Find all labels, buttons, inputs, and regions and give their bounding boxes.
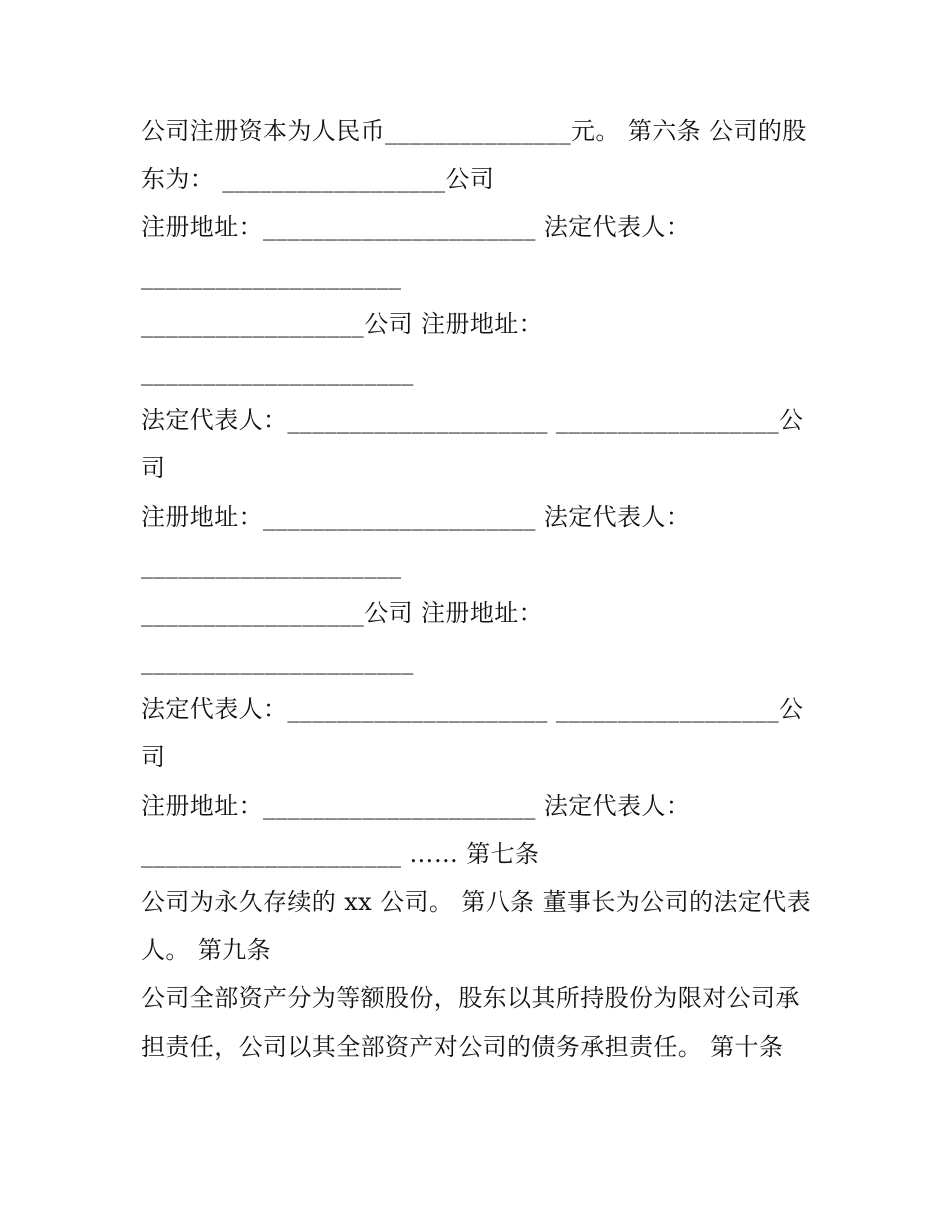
text-line: 人。 第九条 xyxy=(141,936,272,965)
text-line: __________________公司 注册地址： xyxy=(141,598,544,627)
text-line: 法定代表人：_____________________ __________________公 xyxy=(141,406,804,435)
text-line: 注册地址：______________________ 法定代表人： xyxy=(141,791,691,820)
text-line: 公司为永久存续的 xx 公司。 第八条 董事长为公司的法定代表 xyxy=(141,888,811,916)
text-line: 公司全部资产分为等额股份，股东以其所持股份为限对公司承 xyxy=(141,984,800,1013)
text-line: 法定代表人：_____________________ __________________公 xyxy=(141,695,804,724)
text-line: 东为： __________________公司 xyxy=(141,165,495,194)
document-body xyxy=(141,107,821,1071)
text-line: __________________公司 注册地址： xyxy=(141,309,544,338)
text-line: ______________________ xyxy=(141,647,414,676)
text-line: _____________________ xyxy=(141,550,402,579)
text-line: 司 xyxy=(141,743,166,772)
text-line: _____________________ xyxy=(141,261,402,290)
text-line: 担责任，公司以其全部资产对公司的债务承担责任。 第十条 xyxy=(141,1032,784,1061)
text-line: ______________________ xyxy=(141,357,414,386)
text-line: 司 xyxy=(141,454,166,483)
text-line: _____________________ …… 第七条 xyxy=(141,839,540,868)
text-line: 注册地址：______________________ 法定代表人： xyxy=(141,502,691,531)
text-line: 注册地址：______________________ 法定代表人： xyxy=(141,213,691,242)
text-line: 公司注册资本为人民币_______________元。 第六条 公司的股 xyxy=(141,117,807,145)
